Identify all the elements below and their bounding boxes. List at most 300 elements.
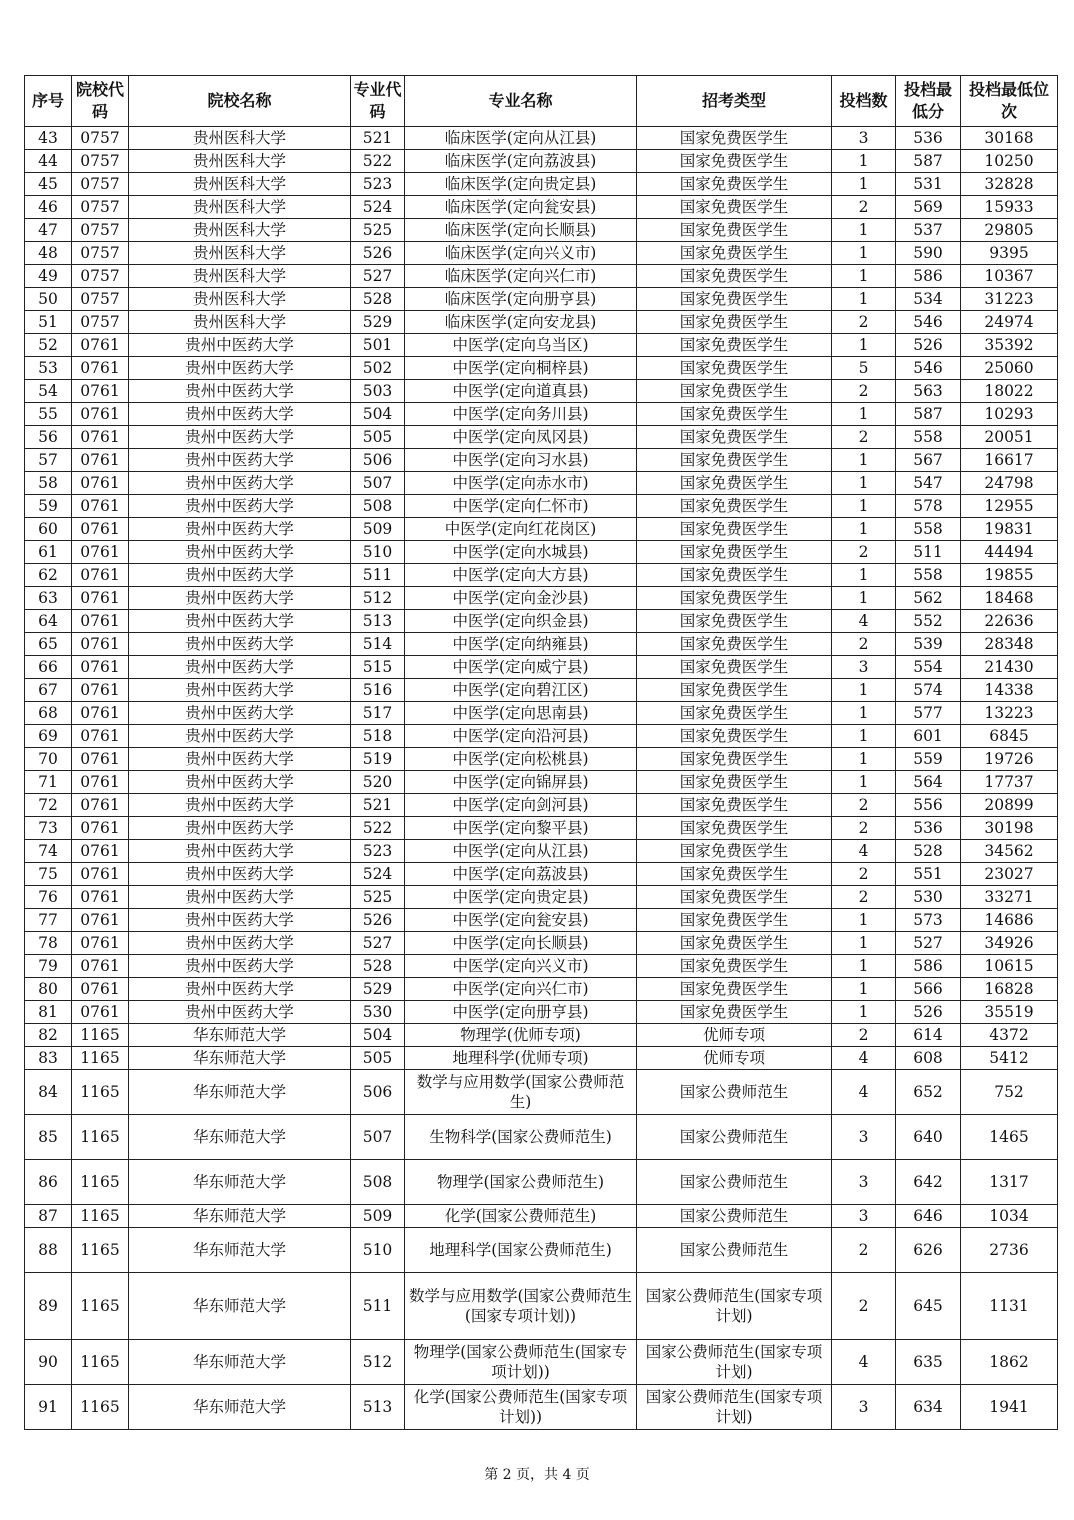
- cell-count: 1: [832, 472, 896, 495]
- cell-school-code: 1165: [72, 1160, 129, 1205]
- table-row: [25, 219, 1058, 242]
- cell-seq: 89: [25, 1273, 72, 1340]
- cell-school-code: 0757: [72, 265, 129, 288]
- cell-major-name: 中医学(定向剑河县): [405, 794, 637, 817]
- cell-major-name: 中医学(定向贵定县): [405, 886, 637, 909]
- cell-major-code: 523: [351, 840, 405, 863]
- cell-major-name: 生物科学(国家公费师范生): [405, 1115, 637, 1160]
- table-row: [25, 1273, 1058, 1340]
- cell-count: 3: [832, 1115, 896, 1160]
- table-row: [25, 1070, 1058, 1115]
- cell-seq: 90: [25, 1340, 72, 1385]
- cell-school-name: 贵州中医药大学: [129, 633, 351, 656]
- cell-count: 5: [832, 357, 896, 380]
- cell-count: 1: [832, 909, 896, 932]
- cell-major-name: 中医学(定向长顺县): [405, 932, 637, 955]
- cell-min-rank: 16828: [961, 978, 1058, 1001]
- cell-type: 国家免费医学生: [637, 748, 832, 771]
- table-row: [25, 196, 1058, 219]
- cell-school-name: 贵州中医药大学: [129, 426, 351, 449]
- header-school-name: 院校名称: [129, 76, 351, 127]
- cell-count: 1: [832, 403, 896, 426]
- admission-table: [24, 75, 1058, 1430]
- cell-seq: 52: [25, 334, 72, 357]
- table-row: [25, 955, 1058, 978]
- cell-major-code: 525: [351, 219, 405, 242]
- cell-seq: 69: [25, 725, 72, 748]
- cell-min-score: 601: [896, 725, 961, 748]
- cell-major-name: 中医学(定向赤水市): [405, 472, 637, 495]
- cell-school-name: 华东师范大学: [129, 1273, 351, 1340]
- cell-major-code: 521: [351, 127, 405, 150]
- cell-seq: 53: [25, 357, 72, 380]
- cell-min-rank: 19726: [961, 748, 1058, 771]
- cell-seq: 78: [25, 932, 72, 955]
- cell-school-name: 贵州中医药大学: [129, 955, 351, 978]
- cell-min-score: 608: [896, 1047, 961, 1070]
- cell-min-rank: 10367: [961, 265, 1058, 288]
- cell-school-name: 贵州中医药大学: [129, 702, 351, 725]
- cell-min-score: 558: [896, 564, 961, 587]
- cell-min-rank: 22636: [961, 610, 1058, 633]
- table-row: [25, 242, 1058, 265]
- cell-type: 国家免费医学生: [637, 794, 832, 817]
- cell-major-name: 中医学(定向沿河县): [405, 725, 637, 748]
- cell-major-code: 501: [351, 334, 405, 357]
- cell-school-name: 贵州医科大学: [129, 150, 351, 173]
- cell-type: 国家公费师范生: [637, 1228, 832, 1273]
- cell-min-score: 537: [896, 219, 961, 242]
- cell-seq: 62: [25, 564, 72, 587]
- cell-major-name: 中医学(定向金沙县): [405, 587, 637, 610]
- cell-min-score: 536: [896, 127, 961, 150]
- cell-school-code: 0761: [72, 426, 129, 449]
- cell-school-name: 贵州中医药大学: [129, 403, 351, 426]
- cell-school-code: 0761: [72, 748, 129, 771]
- cell-type: 国家免费医学生: [637, 311, 832, 334]
- cell-major-code: 524: [351, 863, 405, 886]
- cell-school-code: 1165: [72, 1340, 129, 1385]
- cell-min-score: 569: [896, 196, 961, 219]
- cell-school-name: 贵州中医药大学: [129, 610, 351, 633]
- cell-count: 3: [832, 656, 896, 679]
- cell-school-code: 0761: [72, 633, 129, 656]
- cell-school-code: 1165: [72, 1115, 129, 1160]
- cell-major-name: 中医学(定向松桃县): [405, 748, 637, 771]
- cell-major-name: 化学(国家公费师范生(国家专项计划)): [405, 1385, 637, 1430]
- cell-major-name: 中医学(定向威宁县): [405, 656, 637, 679]
- cell-type: 国家免费医学生: [637, 886, 832, 909]
- cell-school-name: 华东师范大学: [129, 1385, 351, 1430]
- cell-min-score: 577: [896, 702, 961, 725]
- cell-min-rank: 1034: [961, 1205, 1058, 1228]
- cell-count: 3: [832, 127, 896, 150]
- cell-school-name: 贵州医科大学: [129, 173, 351, 196]
- cell-school-name: 贵州中医药大学: [129, 771, 351, 794]
- cell-major-name: 中医学(定向兴义市): [405, 955, 637, 978]
- cell-min-score: 554: [896, 656, 961, 679]
- cell-min-score: 511: [896, 541, 961, 564]
- cell-school-code: 0761: [72, 955, 129, 978]
- table-row: [25, 541, 1058, 564]
- cell-type: 国家免费医学生: [637, 932, 832, 955]
- cell-min-rank: 18022: [961, 380, 1058, 403]
- cell-school-name: 贵州中医药大学: [129, 334, 351, 357]
- cell-major-code: 530: [351, 1001, 405, 1024]
- cell-school-code: 0761: [72, 909, 129, 932]
- cell-school-name: 贵州医科大学: [129, 265, 351, 288]
- cell-type: 国家免费医学生: [637, 587, 832, 610]
- cell-major-name: 地理科学(优师专项): [405, 1047, 637, 1070]
- cell-type: 国家免费医学生: [637, 380, 832, 403]
- cell-min-rank: 19855: [961, 564, 1058, 587]
- header-count: 投档数: [832, 76, 896, 127]
- cell-major-code: 529: [351, 311, 405, 334]
- cell-school-name: 贵州中医药大学: [129, 679, 351, 702]
- cell-school-name: 华东师范大学: [129, 1047, 351, 1070]
- cell-seq: 70: [25, 748, 72, 771]
- cell-school-name: 贵州中医药大学: [129, 932, 351, 955]
- cell-min-rank: 25060: [961, 357, 1058, 380]
- cell-type: 国家免费医学生: [637, 150, 832, 173]
- cell-min-score: 567: [896, 449, 961, 472]
- cell-seq: 68: [25, 702, 72, 725]
- cell-type: 国家免费医学生: [637, 357, 832, 380]
- cell-school-name: 华东师范大学: [129, 1115, 351, 1160]
- table-row: [25, 311, 1058, 334]
- cell-seq: 66: [25, 656, 72, 679]
- table-row: [25, 426, 1058, 449]
- cell-min-score: 528: [896, 840, 961, 863]
- cell-major-code: 521: [351, 794, 405, 817]
- cell-major-name: 物理学(国家公费师范生(国家专项计划)): [405, 1340, 637, 1385]
- cell-min-score: 526: [896, 334, 961, 357]
- table-row: [25, 840, 1058, 863]
- cell-school-code: 0761: [72, 587, 129, 610]
- cell-count: 1: [832, 242, 896, 265]
- cell-school-name: 贵州医科大学: [129, 288, 351, 311]
- cell-seq: 59: [25, 495, 72, 518]
- cell-type: 国家免费医学生: [637, 656, 832, 679]
- header-major-code: 专业代码: [351, 76, 405, 127]
- table-row: [25, 150, 1058, 173]
- table-row: [25, 748, 1058, 771]
- cell-count: 1: [832, 725, 896, 748]
- cell-seq: 83: [25, 1047, 72, 1070]
- table-row: [25, 1024, 1058, 1047]
- cell-seq: 43: [25, 127, 72, 150]
- table-row: [25, 794, 1058, 817]
- cell-min-rank: 35519: [961, 1001, 1058, 1024]
- page-footer: 第 2 页，共 4 页: [484, 1467, 590, 1483]
- cell-school-name: 贵州中医药大学: [129, 978, 351, 1001]
- cell-major-code: 514: [351, 633, 405, 656]
- cell-major-name: 临床医学(定向荔波县): [405, 150, 637, 173]
- cell-school-code: 0761: [72, 495, 129, 518]
- cell-count: 1: [832, 265, 896, 288]
- cell-school-code: 1165: [72, 1273, 129, 1340]
- cell-count: 1: [832, 587, 896, 610]
- cell-type: 国家免费医学生: [637, 978, 832, 1001]
- cell-major-code: 506: [351, 1070, 405, 1115]
- cell-min-score: 652: [896, 1070, 961, 1115]
- cell-major-code: 522: [351, 150, 405, 173]
- cell-seq: 85: [25, 1115, 72, 1160]
- header-school-code: 院校代码: [72, 76, 129, 127]
- table-row: [25, 679, 1058, 702]
- cell-major-name: 临床医学(定向贵定县): [405, 173, 637, 196]
- cell-type: 国家免费医学生: [637, 196, 832, 219]
- cell-min-rank: 19831: [961, 518, 1058, 541]
- cell-count: 2: [832, 817, 896, 840]
- cell-type: 国家免费医学生: [637, 334, 832, 357]
- cell-seq: 73: [25, 817, 72, 840]
- table-row: [25, 1115, 1058, 1160]
- cell-type: 国家免费医学生: [637, 679, 832, 702]
- cell-count: 1: [832, 288, 896, 311]
- cell-min-rank: 33271: [961, 886, 1058, 909]
- cell-min-rank: 20899: [961, 794, 1058, 817]
- cell-min-rank: 10615: [961, 955, 1058, 978]
- cell-school-name: 贵州中医药大学: [129, 794, 351, 817]
- cell-major-code: 510: [351, 1228, 405, 1273]
- cell-major-code: 529: [351, 978, 405, 1001]
- cell-min-rank: 1317: [961, 1160, 1058, 1205]
- cell-type: 国家免费医学生: [637, 840, 832, 863]
- cell-type: 国家公费师范生(国家专项计划): [637, 1340, 832, 1385]
- cell-major-code: 513: [351, 1385, 405, 1430]
- cell-school-code: 1165: [72, 1047, 129, 1070]
- cell-seq: 76: [25, 886, 72, 909]
- cell-major-code: 528: [351, 955, 405, 978]
- cell-school-name: 贵州中医药大学: [129, 449, 351, 472]
- cell-school-name: 贵州医科大学: [129, 127, 351, 150]
- cell-school-name: 贵州医科大学: [129, 311, 351, 334]
- cell-count: 1: [832, 495, 896, 518]
- cell-school-code: 0761: [72, 840, 129, 863]
- cell-seq: 64: [25, 610, 72, 633]
- cell-major-code: 508: [351, 1160, 405, 1205]
- cell-min-score: 530: [896, 886, 961, 909]
- cell-school-name: 华东师范大学: [129, 1340, 351, 1385]
- cell-seq: 56: [25, 426, 72, 449]
- cell-type: 国家公费师范生: [637, 1115, 832, 1160]
- cell-major-name: 中医学(定向习水县): [405, 449, 637, 472]
- cell-seq: 45: [25, 173, 72, 196]
- cell-count: 1: [832, 702, 896, 725]
- cell-count: 1: [832, 219, 896, 242]
- cell-seq: 67: [25, 679, 72, 702]
- cell-major-name: 中医学(定向黎平县): [405, 817, 637, 840]
- cell-type: 国家公费师范生(国家专项计划): [637, 1273, 832, 1340]
- cell-major-code: 512: [351, 1340, 405, 1385]
- cell-min-rank: 21430: [961, 656, 1058, 679]
- cell-school-code: 0761: [72, 610, 129, 633]
- cell-min-score: 640: [896, 1115, 961, 1160]
- table-row: [25, 1160, 1058, 1205]
- cell-min-rank: 23027: [961, 863, 1058, 886]
- table-row: [25, 564, 1058, 587]
- cell-school-code: 0761: [72, 886, 129, 909]
- cell-major-code: 504: [351, 1024, 405, 1047]
- cell-min-rank: 35392: [961, 334, 1058, 357]
- cell-min-score: 590: [896, 242, 961, 265]
- cell-major-name: 临床医学(定向安龙县): [405, 311, 637, 334]
- cell-min-score: 547: [896, 472, 961, 495]
- table-row: [25, 1001, 1058, 1024]
- cell-count: 2: [832, 1273, 896, 1340]
- cell-min-score: 646: [896, 1205, 961, 1228]
- cell-min-score: 546: [896, 311, 961, 334]
- cell-seq: 54: [25, 380, 72, 403]
- cell-major-name: 中医学(定向务川县): [405, 403, 637, 426]
- cell-major-code: 525: [351, 886, 405, 909]
- cell-min-score: 527: [896, 932, 961, 955]
- cell-type: 国家免费医学生: [637, 725, 832, 748]
- cell-major-name: 中医学(定向织金县): [405, 610, 637, 633]
- cell-school-code: 0761: [72, 817, 129, 840]
- cell-major-name: 中医学(定向思南县): [405, 702, 637, 725]
- cell-seq: 49: [25, 265, 72, 288]
- cell-school-code: 0757: [72, 173, 129, 196]
- cell-school-code: 0761: [72, 564, 129, 587]
- cell-school-code: 0761: [72, 863, 129, 886]
- cell-school-code: 0761: [72, 334, 129, 357]
- cell-major-code: 509: [351, 518, 405, 541]
- cell-count: 2: [832, 426, 896, 449]
- cell-school-code: 0757: [72, 219, 129, 242]
- cell-school-code: 0757: [72, 242, 129, 265]
- cell-seq: 71: [25, 771, 72, 794]
- cell-min-score: 586: [896, 955, 961, 978]
- cell-min-score: 551: [896, 863, 961, 886]
- cell-type: 国家免费医学生: [637, 633, 832, 656]
- cell-school-name: 贵州中医药大学: [129, 541, 351, 564]
- cell-major-code: 504: [351, 403, 405, 426]
- table-row: [25, 771, 1058, 794]
- cell-count: 3: [832, 1160, 896, 1205]
- table-row: [25, 725, 1058, 748]
- header-major-name: 专业名称: [405, 76, 637, 127]
- cell-school-name: 贵州中医药大学: [129, 472, 351, 495]
- cell-count: 1: [832, 518, 896, 541]
- cell-min-rank: 28348: [961, 633, 1058, 656]
- cell-type: 国家免费医学生: [637, 449, 832, 472]
- cell-count: 4: [832, 610, 896, 633]
- table-row: [25, 288, 1058, 311]
- cell-major-name: 中医学(定向锦屏县): [405, 771, 637, 794]
- cell-min-rank: 13223: [961, 702, 1058, 725]
- cell-type: 国家免费医学生: [637, 909, 832, 932]
- cell-min-rank: 752: [961, 1070, 1058, 1115]
- cell-type: 国家免费医学生: [637, 403, 832, 426]
- cell-min-score: 587: [896, 150, 961, 173]
- cell-min-rank: 34926: [961, 932, 1058, 955]
- cell-type: 国家公费师范生: [637, 1205, 832, 1228]
- cell-major-code: 503: [351, 380, 405, 403]
- cell-seq: 44: [25, 150, 72, 173]
- cell-type: 国家免费医学生: [637, 702, 832, 725]
- cell-min-score: 562: [896, 587, 961, 610]
- cell-seq: 63: [25, 587, 72, 610]
- cell-min-rank: 1131: [961, 1273, 1058, 1340]
- cell-count: 2: [832, 1024, 896, 1047]
- cell-min-rank: 30198: [961, 817, 1058, 840]
- table-row: [25, 403, 1058, 426]
- cell-count: 3: [832, 1205, 896, 1228]
- table-row: [25, 449, 1058, 472]
- cell-type: 国家公费师范生(国家专项计划): [637, 1385, 832, 1430]
- table-row: [25, 1047, 1058, 1070]
- cell-seq: 47: [25, 219, 72, 242]
- cell-school-name: 贵州中医药大学: [129, 817, 351, 840]
- cell-school-code: 0761: [72, 518, 129, 541]
- table-row: [25, 1385, 1058, 1430]
- cell-major-name: 临床医学(定向从江县): [405, 127, 637, 150]
- cell-school-code: 0761: [72, 978, 129, 1001]
- cell-major-name: 临床医学(定向兴仁市): [405, 265, 637, 288]
- table-row: [25, 817, 1058, 840]
- cell-major-code: 512: [351, 587, 405, 610]
- table-body: [25, 127, 1058, 1430]
- cell-count: 4: [832, 1047, 896, 1070]
- cell-seq: 91: [25, 1385, 72, 1430]
- cell-school-code: 0761: [72, 656, 129, 679]
- cell-type: 国家免费医学生: [637, 518, 832, 541]
- cell-major-code: 507: [351, 472, 405, 495]
- cell-type: 国家免费医学生: [637, 771, 832, 794]
- cell-count: 1: [832, 150, 896, 173]
- cell-min-rank: 18468: [961, 587, 1058, 610]
- cell-count: 2: [832, 1228, 896, 1273]
- cell-type: 国家免费医学生: [637, 173, 832, 196]
- cell-count: 1: [832, 564, 896, 587]
- cell-min-rank: 4372: [961, 1024, 1058, 1047]
- cell-min-rank: 24798: [961, 472, 1058, 495]
- cell-school-code: 0761: [72, 357, 129, 380]
- cell-type: 国家免费医学生: [637, 242, 832, 265]
- cell-min-rank: 34562: [961, 840, 1058, 863]
- cell-count: 2: [832, 794, 896, 817]
- cell-school-code: 0757: [72, 127, 129, 150]
- cell-major-code: 515: [351, 656, 405, 679]
- header-type: 招考类型: [637, 76, 832, 127]
- cell-major-name: 化学(国家公费师范生): [405, 1205, 637, 1228]
- table-row: [25, 863, 1058, 886]
- cell-school-code: 0761: [72, 403, 129, 426]
- cell-min-rank: 14686: [961, 909, 1058, 932]
- cell-min-rank: 5412: [961, 1047, 1058, 1070]
- cell-school-name: 贵州中医药大学: [129, 909, 351, 932]
- cell-school-code: 1165: [72, 1228, 129, 1273]
- cell-seq: 51: [25, 311, 72, 334]
- cell-count: 1: [832, 679, 896, 702]
- cell-school-name: 贵州中医药大学: [129, 863, 351, 886]
- cell-count: 1: [832, 173, 896, 196]
- cell-min-rank: 31223: [961, 288, 1058, 311]
- cell-min-score: 558: [896, 426, 961, 449]
- cell-min-rank: 14338: [961, 679, 1058, 702]
- cell-min-rank: 16617: [961, 449, 1058, 472]
- cell-min-score: 642: [896, 1160, 961, 1205]
- cell-major-name: 临床医学(定向瓮安县): [405, 196, 637, 219]
- cell-seq: 75: [25, 863, 72, 886]
- cell-school-name: 贵州中医药大学: [129, 725, 351, 748]
- cell-count: 1: [832, 1001, 896, 1024]
- cell-school-code: 1165: [72, 1205, 129, 1228]
- cell-major-name: 中医学(定向桐梓县): [405, 357, 637, 380]
- table-row: [25, 1205, 1058, 1228]
